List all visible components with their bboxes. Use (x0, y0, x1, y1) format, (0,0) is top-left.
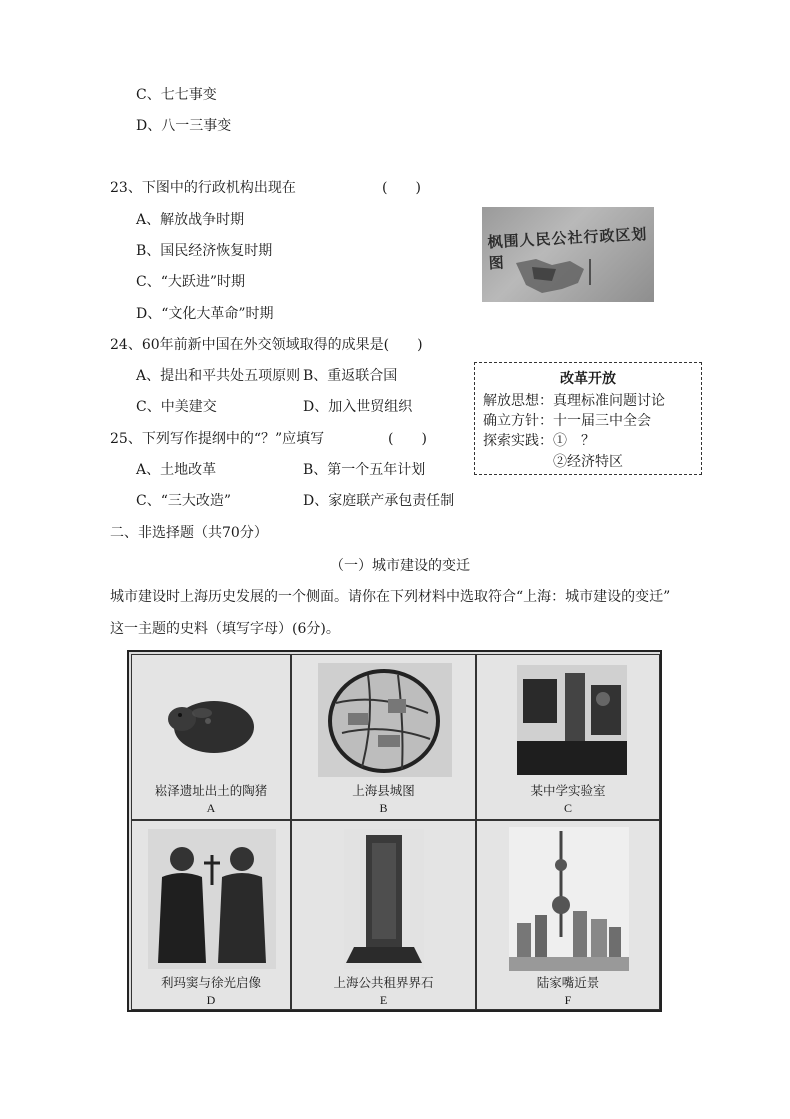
q22-option-c: C、七七事变 (136, 87, 217, 103)
image-cell-c (476, 654, 660, 820)
image-caption-b: 上海县城图 (352, 783, 415, 798)
q25-option-a: A、土地改革 (136, 462, 217, 478)
image-letter-b: B (379, 801, 388, 815)
image-letter-c: C (563, 801, 572, 815)
q25-option-d: D、家庭联产承包责任制 (303, 493, 455, 509)
image-letter-f: F (564, 993, 572, 1007)
reform-outline-title: 改革开放 (560, 371, 616, 387)
q22-option-d: D、八一三事变 (136, 118, 232, 134)
q23-answer-paren: ( ) (382, 180, 421, 196)
reform-outline-line-3: 探索实践：① ？ (483, 433, 595, 449)
county-map-image (318, 663, 452, 777)
section2-paragraph-line-1: 城市建设时上海历史发展的一个侧面。请你在下列材料中选取符合“上海：城市建设的变迁” (110, 589, 671, 605)
image-cell-a (131, 654, 291, 820)
image-caption-f: 陆家嘴近景 (536, 975, 600, 990)
section2-paragraph-line-2: 这一主题的史料（填写字母）(6分)。 (110, 621, 340, 637)
image-cell-b (291, 654, 476, 820)
reform-outline-line-1: 解放思想：真理标准问题讨论 (483, 393, 665, 409)
q25-stem: 25、下列写作提纲中的“？”应填写 (110, 431, 325, 447)
q23-stem: 23、下图中的行政机构出现在 (110, 180, 296, 196)
q23-option-a: A、解放战争时期 (136, 212, 245, 228)
material-image-grid (127, 650, 662, 1012)
image-cell-f (476, 820, 660, 1010)
commune-map-title: 枫围人民公社行政区划图 (487, 224, 648, 273)
lujiazui-skyline-image (509, 827, 629, 971)
image-letter-a: A (206, 801, 216, 815)
q24-stem: 24、60年前新中国在外交领域取得的成果是( ) (110, 337, 423, 353)
image-letter-d: D (206, 993, 216, 1007)
image-cell-e (291, 820, 476, 1010)
image-caption-c: 某中学实验室 (530, 783, 606, 798)
image-letter-e: E (379, 993, 388, 1007)
reform-outline-line-2: 确立方针：十一届三中全会 (483, 413, 651, 429)
laboratory-photo-image (517, 665, 627, 775)
q25-option-b: B、第一个五年计划 (303, 462, 426, 478)
image-caption-e: 上海公共租界界石 (333, 975, 434, 990)
commune-map-drawing (512, 255, 600, 297)
commune-map-photo (482, 207, 654, 302)
q24-option-a: A、提出和平共处五项原则 (136, 368, 301, 384)
section2-subheading: （一）城市建设的变迁 (330, 558, 470, 574)
image-cell-d (131, 820, 291, 1010)
q23-option-d: D、“文化大革命”时期 (136, 306, 274, 322)
image-caption-a: 崧泽遗址出土的陶猪 (154, 783, 268, 798)
section2-heading: 二、非选择题（共70分） (110, 525, 268, 541)
q24-option-c: C、中美建交 (136, 399, 217, 415)
image-caption-d: 利玛窦与徐光启像 (160, 975, 261, 990)
ricci-xu-portrait-image (148, 829, 276, 969)
q24-option-b: B、重返联合国 (303, 368, 398, 384)
q23-option-c: C、“大跃进”时期 (136, 274, 246, 290)
q23-option-b: B、国民经济恢复时期 (136, 243, 273, 259)
boundary-stone-image (344, 829, 424, 969)
q24-option-d: D、加入世贸组织 (303, 399, 413, 415)
pottery-pig-image (162, 677, 262, 767)
reform-outline-line-4: ②经济特区 (553, 454, 623, 470)
q25-answer-paren: ( ) (388, 431, 427, 447)
reform-outline-box (474, 362, 702, 475)
q25-option-c: C、“三大改造” (136, 493, 232, 509)
